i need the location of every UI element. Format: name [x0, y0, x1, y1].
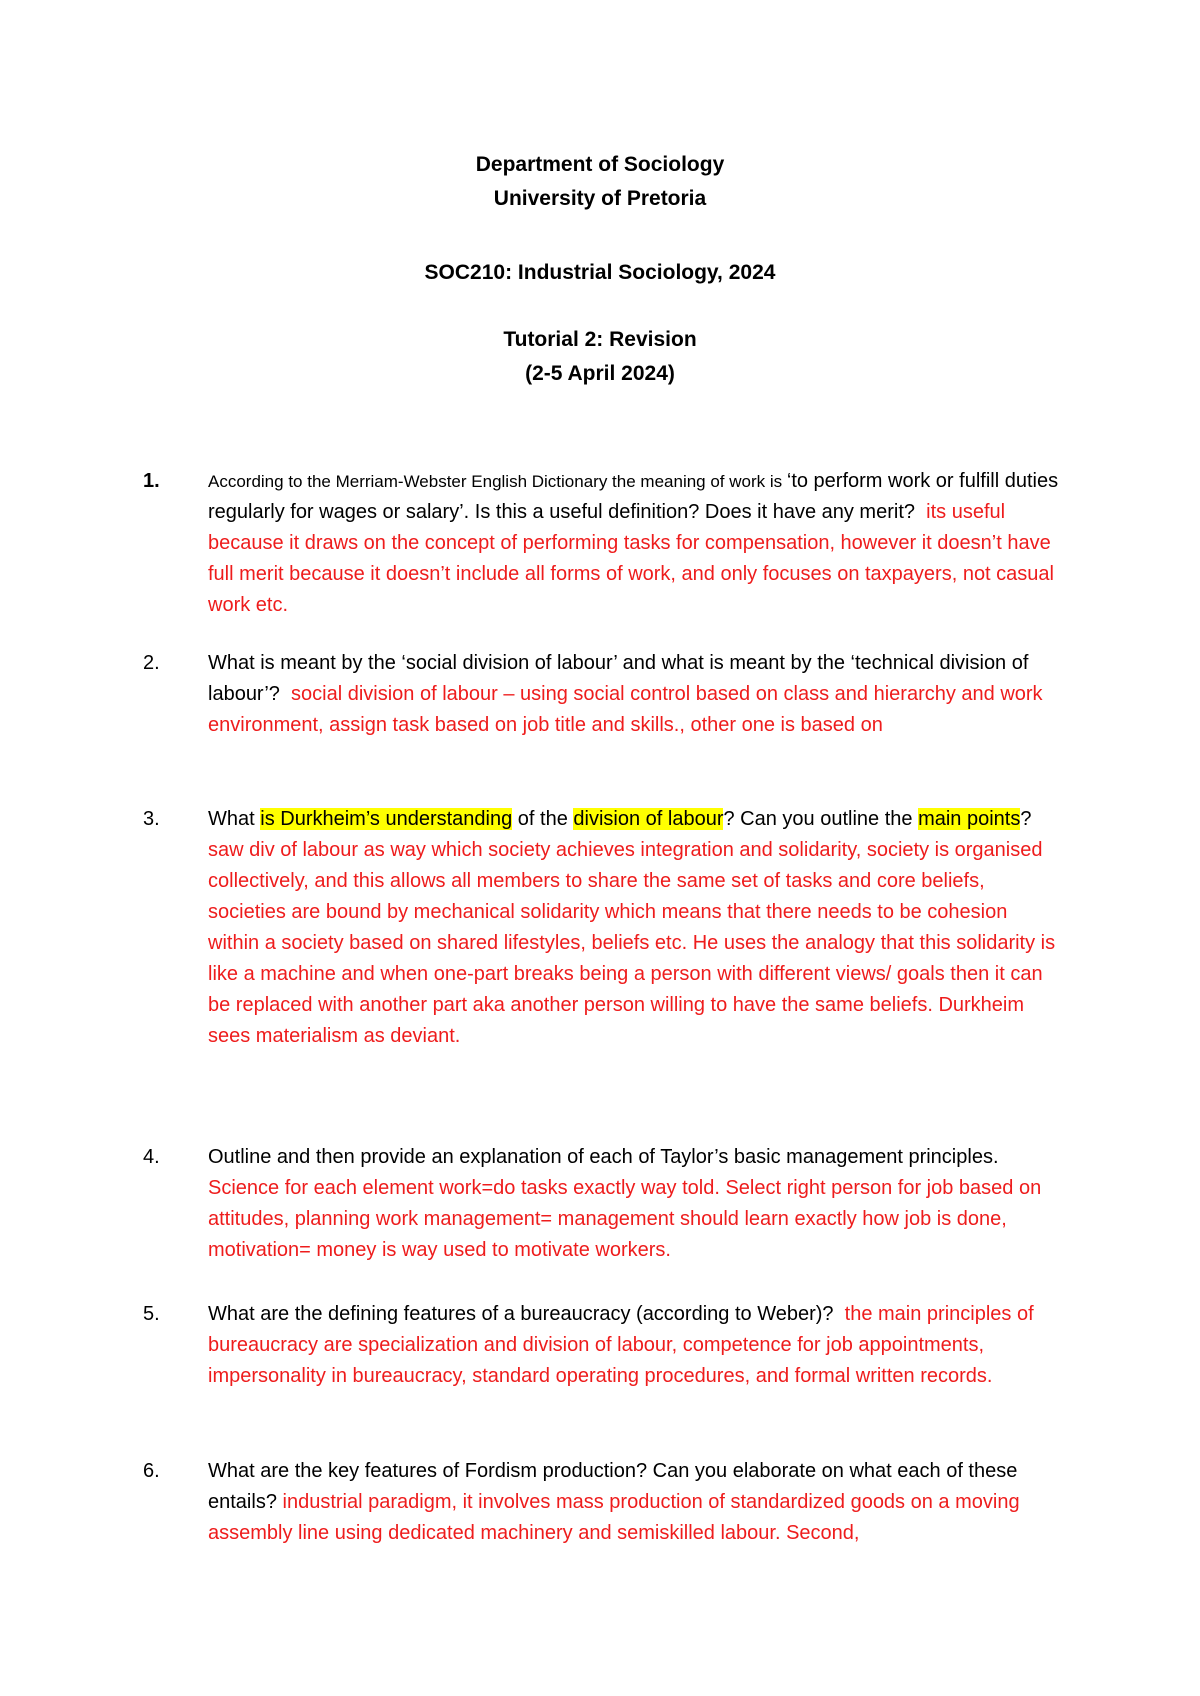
- highlighted-text: is Durkheim’s understanding: [260, 808, 513, 830]
- question-1: [143, 466, 1063, 621]
- question-number: 2.: [143, 652, 160, 674]
- question-6: [143, 1456, 1063, 1549]
- answer-text: saw div of labour as way which society achieves integration and solidarity, society is organised collectively, and this allows all members to share the same set of tasks and core beliefs, societies are bound by mechanical solidarity which means that there needs to be cohesion within a society based on shared lifestyles, beliefs etc. He uses the analogy that this solidarity is like a machine and when one-part breaks being a person with different views/ goals then it can be replaced with another part aka another person willing to have the same beliefs. Durkheim sees materialism as deviant.: [208, 839, 1056, 1047]
- question-number: 1.: [143, 470, 160, 492]
- question-body: [208, 804, 1063, 1052]
- question-text: What are the defining features of a bureaucracy (according to Weber)?: [208, 1303, 834, 1325]
- university-title: University of Pretoria: [493, 187, 707, 210]
- highlighted-text: main points: [918, 808, 1021, 830]
- question-number: 5.: [143, 1303, 160, 1325]
- question-text: of the: [512, 808, 574, 830]
- tutorial-title: Tutorial 2: Revision: [503, 328, 697, 351]
- question-body: [208, 648, 1063, 741]
- question-3: [143, 804, 1063, 1052]
- answer-text: social division of labour – using social control based on class and hierarchy and work environment, assign task based on job title and skills., other one is based on: [208, 683, 1043, 736]
- course-title: SOC210: Industrial Sociology, 2024: [424, 261, 776, 284]
- question-text-cont: ‘to perform work or fulfill duties regularly for wages or salary’. Is this a useful definition? Does it have any merit?: [208, 470, 1059, 523]
- question-text: According to the Merriam-Webster English Dictionary the meaning of work is: [208, 472, 787, 491]
- question-number: 4.: [143, 1146, 160, 1168]
- question-body: [208, 1456, 1063, 1549]
- question-body: [208, 1299, 1063, 1392]
- question-number: 3.: [143, 808, 160, 830]
- answer-text: its useful because it draws on the concept of performing tasks for compensation, however it doesn’t have full merit because it doesn’t include all forms of work, and only focuses on taxpayers, not casual work etc.: [208, 501, 1054, 616]
- document-header: [0, 148, 1200, 216]
- highlighted-text: division of labour: [573, 808, 724, 830]
- question-text: What: [208, 808, 261, 830]
- question-text: Outline and then provide an explanation of each of Taylor’s basic management principles.: [208, 1146, 999, 1168]
- question-body: [208, 1142, 1063, 1266]
- question-number: 6.: [143, 1460, 160, 1482]
- tutorial-heading: [0, 323, 1200, 391]
- question-text: What are the key features of Fordism production? Can you elaborate on what each of these entails?: [208, 1460, 1018, 1513]
- question-2: [143, 648, 1063, 741]
- question-5: [143, 1299, 1063, 1392]
- question-body: [208, 466, 1063, 621]
- question-4: [143, 1142, 1063, 1266]
- department-title: Department of Sociology: [475, 153, 725, 176]
- question-text: ?: [1020, 808, 1032, 830]
- answer-text: industrial paradigm, it involves mass production of standardized goods on a moving assembly line using dedicated machinery and semiskilled labour. Second,: [208, 1491, 1020, 1544]
- tutorial-dates: (2-5 April 2024): [525, 362, 675, 385]
- course-heading: [0, 256, 1200, 290]
- question-text: What is meant by the ‘social division of labour’ and what is meant by the ‘technical division of labour’?: [208, 652, 1029, 705]
- answer-text: the main principles of bureaucracy are specialization and division of labour, competence for job appointments, impersonality in bureaucracy, standard operating procedures, and formal written records.: [208, 1303, 1034, 1387]
- question-text: ? Can you outline the: [723, 808, 919, 830]
- answer-text: Science for each element work=do tasks exactly way told. Select right person for job based on attitudes, planning work management= management should learn exactly how job is done, motivation= money is way used to motivate workers.: [208, 1177, 1042, 1261]
